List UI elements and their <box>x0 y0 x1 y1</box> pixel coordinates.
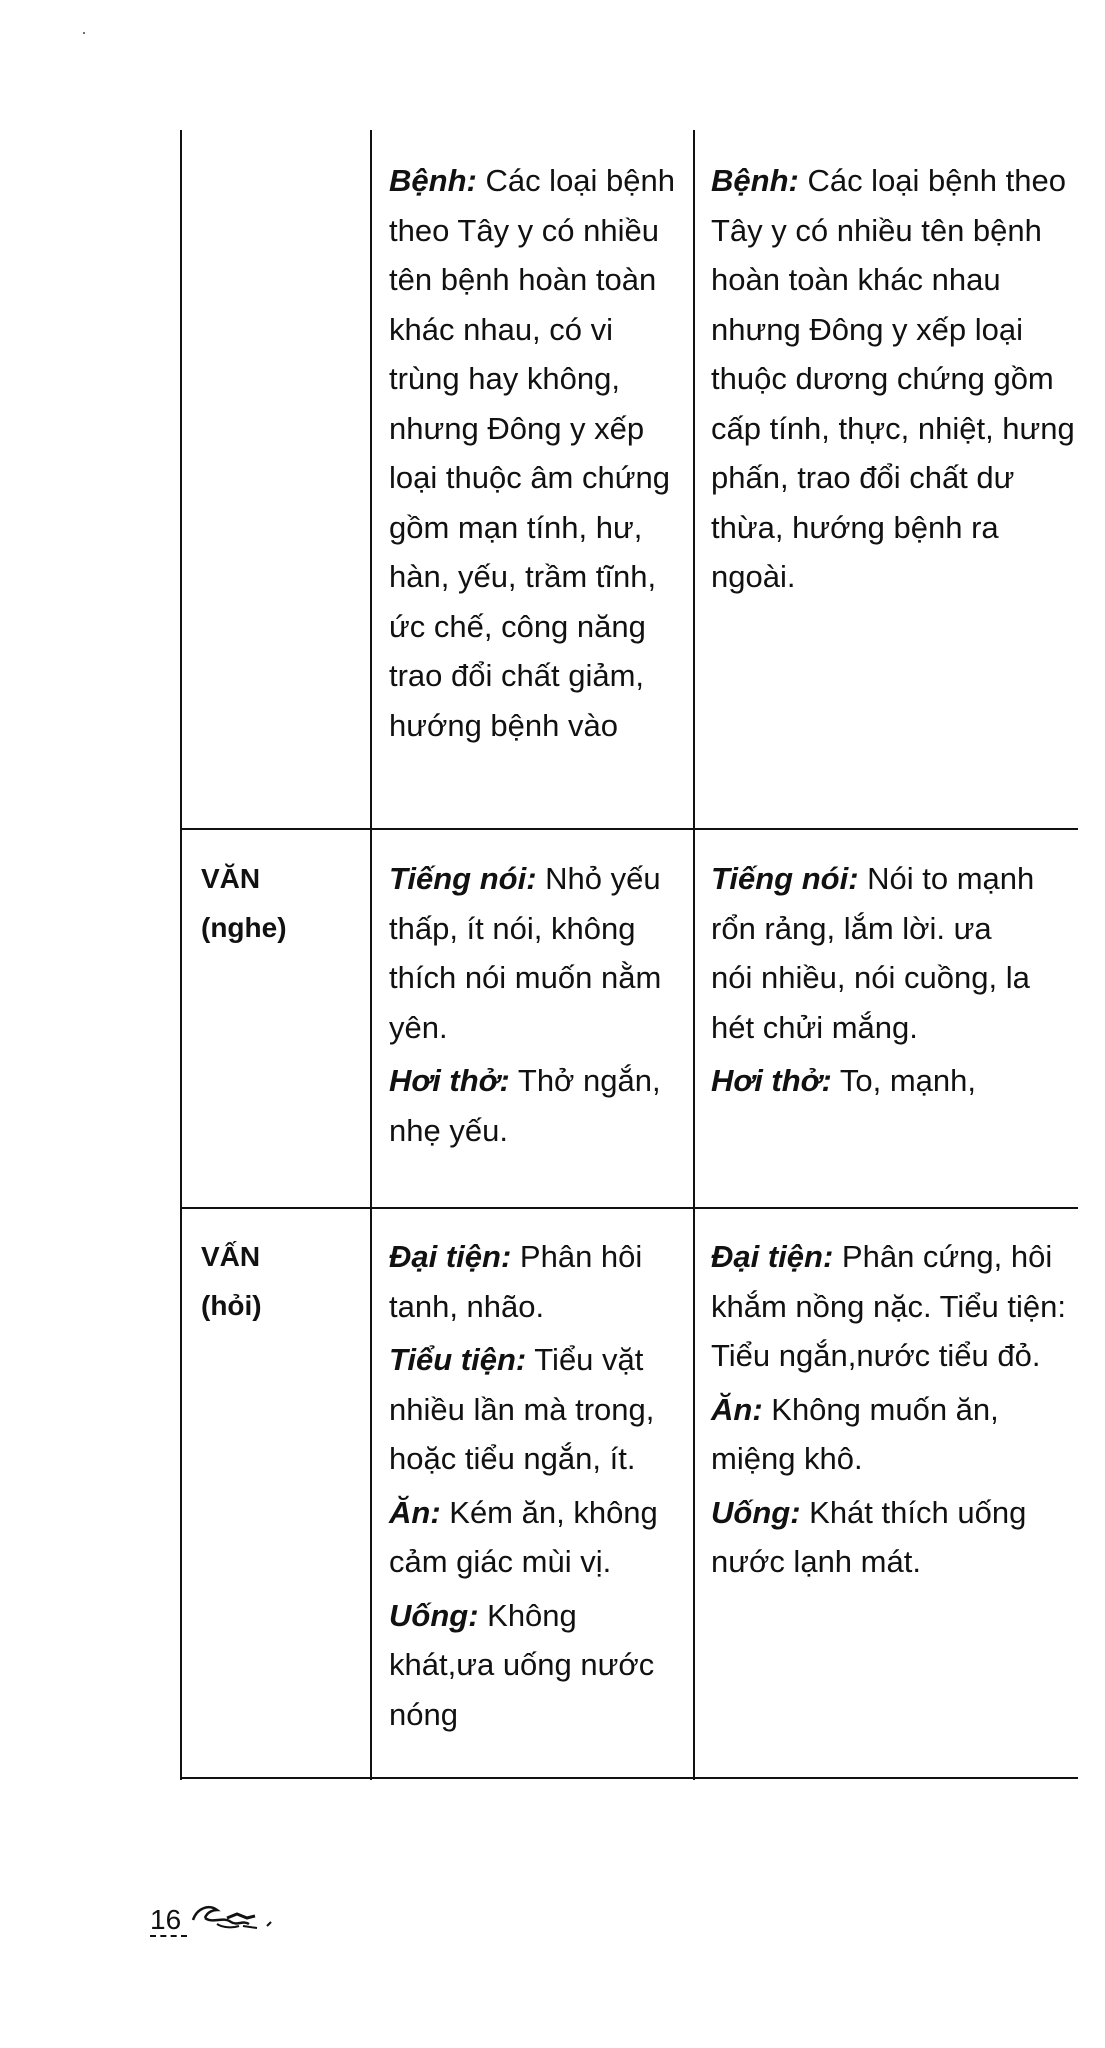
entry-label: Uống: <box>711 1494 801 1530</box>
entry-label: Ăn: <box>711 1391 763 1427</box>
row3-left-paragraph <box>389 1335 681 1484</box>
entry-label: Uống: <box>389 1597 479 1633</box>
table-row-divider-2 <box>180 1207 1078 1209</box>
entry-text: Không muốn ăn, miệng khô. <box>711 1391 999 1476</box>
row1-left-paragraph <box>389 156 681 750</box>
entry-text: Thở ngắn, nhẹ yếu. <box>389 1063 661 1148</box>
row2-right-paragraph <box>711 854 1041 1052</box>
entry-label: Tiếng nói: <box>389 861 537 896</box>
row2-header <box>201 854 287 952</box>
entry-label: Đại tiện: <box>711 1239 834 1274</box>
entry-label: Hơi thở: <box>389 1063 510 1098</box>
entry-label: Tiếng nói: <box>711 861 859 896</box>
entry-label: Bệnh: <box>711 163 799 198</box>
entry-text: Tiểu vặt nhiều lần mà trong, hoặc tiểu ngắn, ít. <box>389 1342 655 1476</box>
row3-right-paragraph <box>711 1232 1071 1381</box>
entry-text: Khát thích uống nước lạnh mát. <box>711 1494 1027 1579</box>
row3-right-paragraph <box>711 1385 1071 1484</box>
row-header-subtitle: (hỏi) <box>201 1290 262 1321</box>
entry-text: To, mạnh, <box>831 1063 977 1098</box>
row2-left-paragraph <box>389 854 681 1052</box>
entry-text: Các loại bệnh theo Tây y có nhiều tên bệnh hoàn toàn khác nhau, có vi trùng hay không, nhưng Đông y xếp loại thuộc âm chứng gồm mạn tính, hư, hàn, yếu, trầm tĩnh, ức chế, công năng trao đổi chất giảm, hướng bệnh vào <box>389 163 676 743</box>
entry-label: Bệnh: <box>389 163 477 198</box>
row2-left-cell <box>389 854 681 1155</box>
row3-left-paragraph <box>389 1488 681 1587</box>
row1-right-paragraph <box>711 156 1077 602</box>
entry-text: Phân hôi tanh, nhão. <box>389 1239 643 1324</box>
row-header-title: VĂN <box>201 863 261 894</box>
row3-right-paragraph <box>711 1488 1071 1587</box>
table-border-left <box>180 130 182 1780</box>
row2-right-cell <box>711 854 1041 1106</box>
table-divider-col1 <box>370 130 372 1780</box>
row3-left-paragraph <box>389 1591 681 1740</box>
table-divider-col2 <box>693 130 695 1780</box>
entry-text: Phân cứng, hôi khắm nồng nặc. Tiểu tiện: Tiểu ngắn,nước tiểu đỏ. <box>711 1239 1067 1373</box>
row-header-subtitle: (nghe) <box>201 912 287 943</box>
swimmer-ornament-icon <box>187 1898 277 1937</box>
row3-left-cell <box>389 1232 681 1739</box>
entry-text: Kém ăn, không cảm giác mùi vị. <box>389 1494 658 1579</box>
row1-left-cell <box>389 156 681 750</box>
entry-text: Nhỏ yếu thấp, ít nói, không thích nói muốn nằm yên. <box>389 861 662 1045</box>
page-speck <box>83 32 85 34</box>
table-row-divider-1 <box>180 828 1078 830</box>
page-number: 16 <box>150 1905 187 1937</box>
row1-right-cell <box>711 156 1077 602</box>
entry-text: Các loại bệnh theo Tây y có nhiều tên bệnh hoàn toàn khác nhau nhưng Đông y xếp loại thuộc dương chứng gồm cấp tính, thực, nhiệt, hưng phấn, trao đổi chất dư thừa, hướng bệnh ra ngoài. <box>711 163 1075 594</box>
row2-left-paragraph <box>389 1056 681 1155</box>
row3-header <box>201 1232 262 1330</box>
entry-label: Hơi thở: <box>711 1063 832 1098</box>
row-header-title: VẤN <box>201 1241 261 1272</box>
row2-right-paragraph <box>711 1056 1041 1106</box>
entry-text: Không khát,ưa uống nước nóng <box>389 1597 655 1732</box>
row3-right-cell <box>711 1232 1071 1587</box>
page-footer <box>150 1898 277 1937</box>
entry-label: Tiểu tiện: <box>389 1342 527 1377</box>
entry-text: Nói to mạnh rổn rảng, lắm lời. ưa nói nhiều, nói cuồng, la hét chửi mắng. <box>711 861 1035 1045</box>
entry-label: Ăn: <box>389 1494 441 1530</box>
table-border-bottom <box>180 1777 1078 1779</box>
row3-left-paragraph <box>389 1232 681 1331</box>
entry-label: Đại tiện: <box>389 1239 512 1274</box>
